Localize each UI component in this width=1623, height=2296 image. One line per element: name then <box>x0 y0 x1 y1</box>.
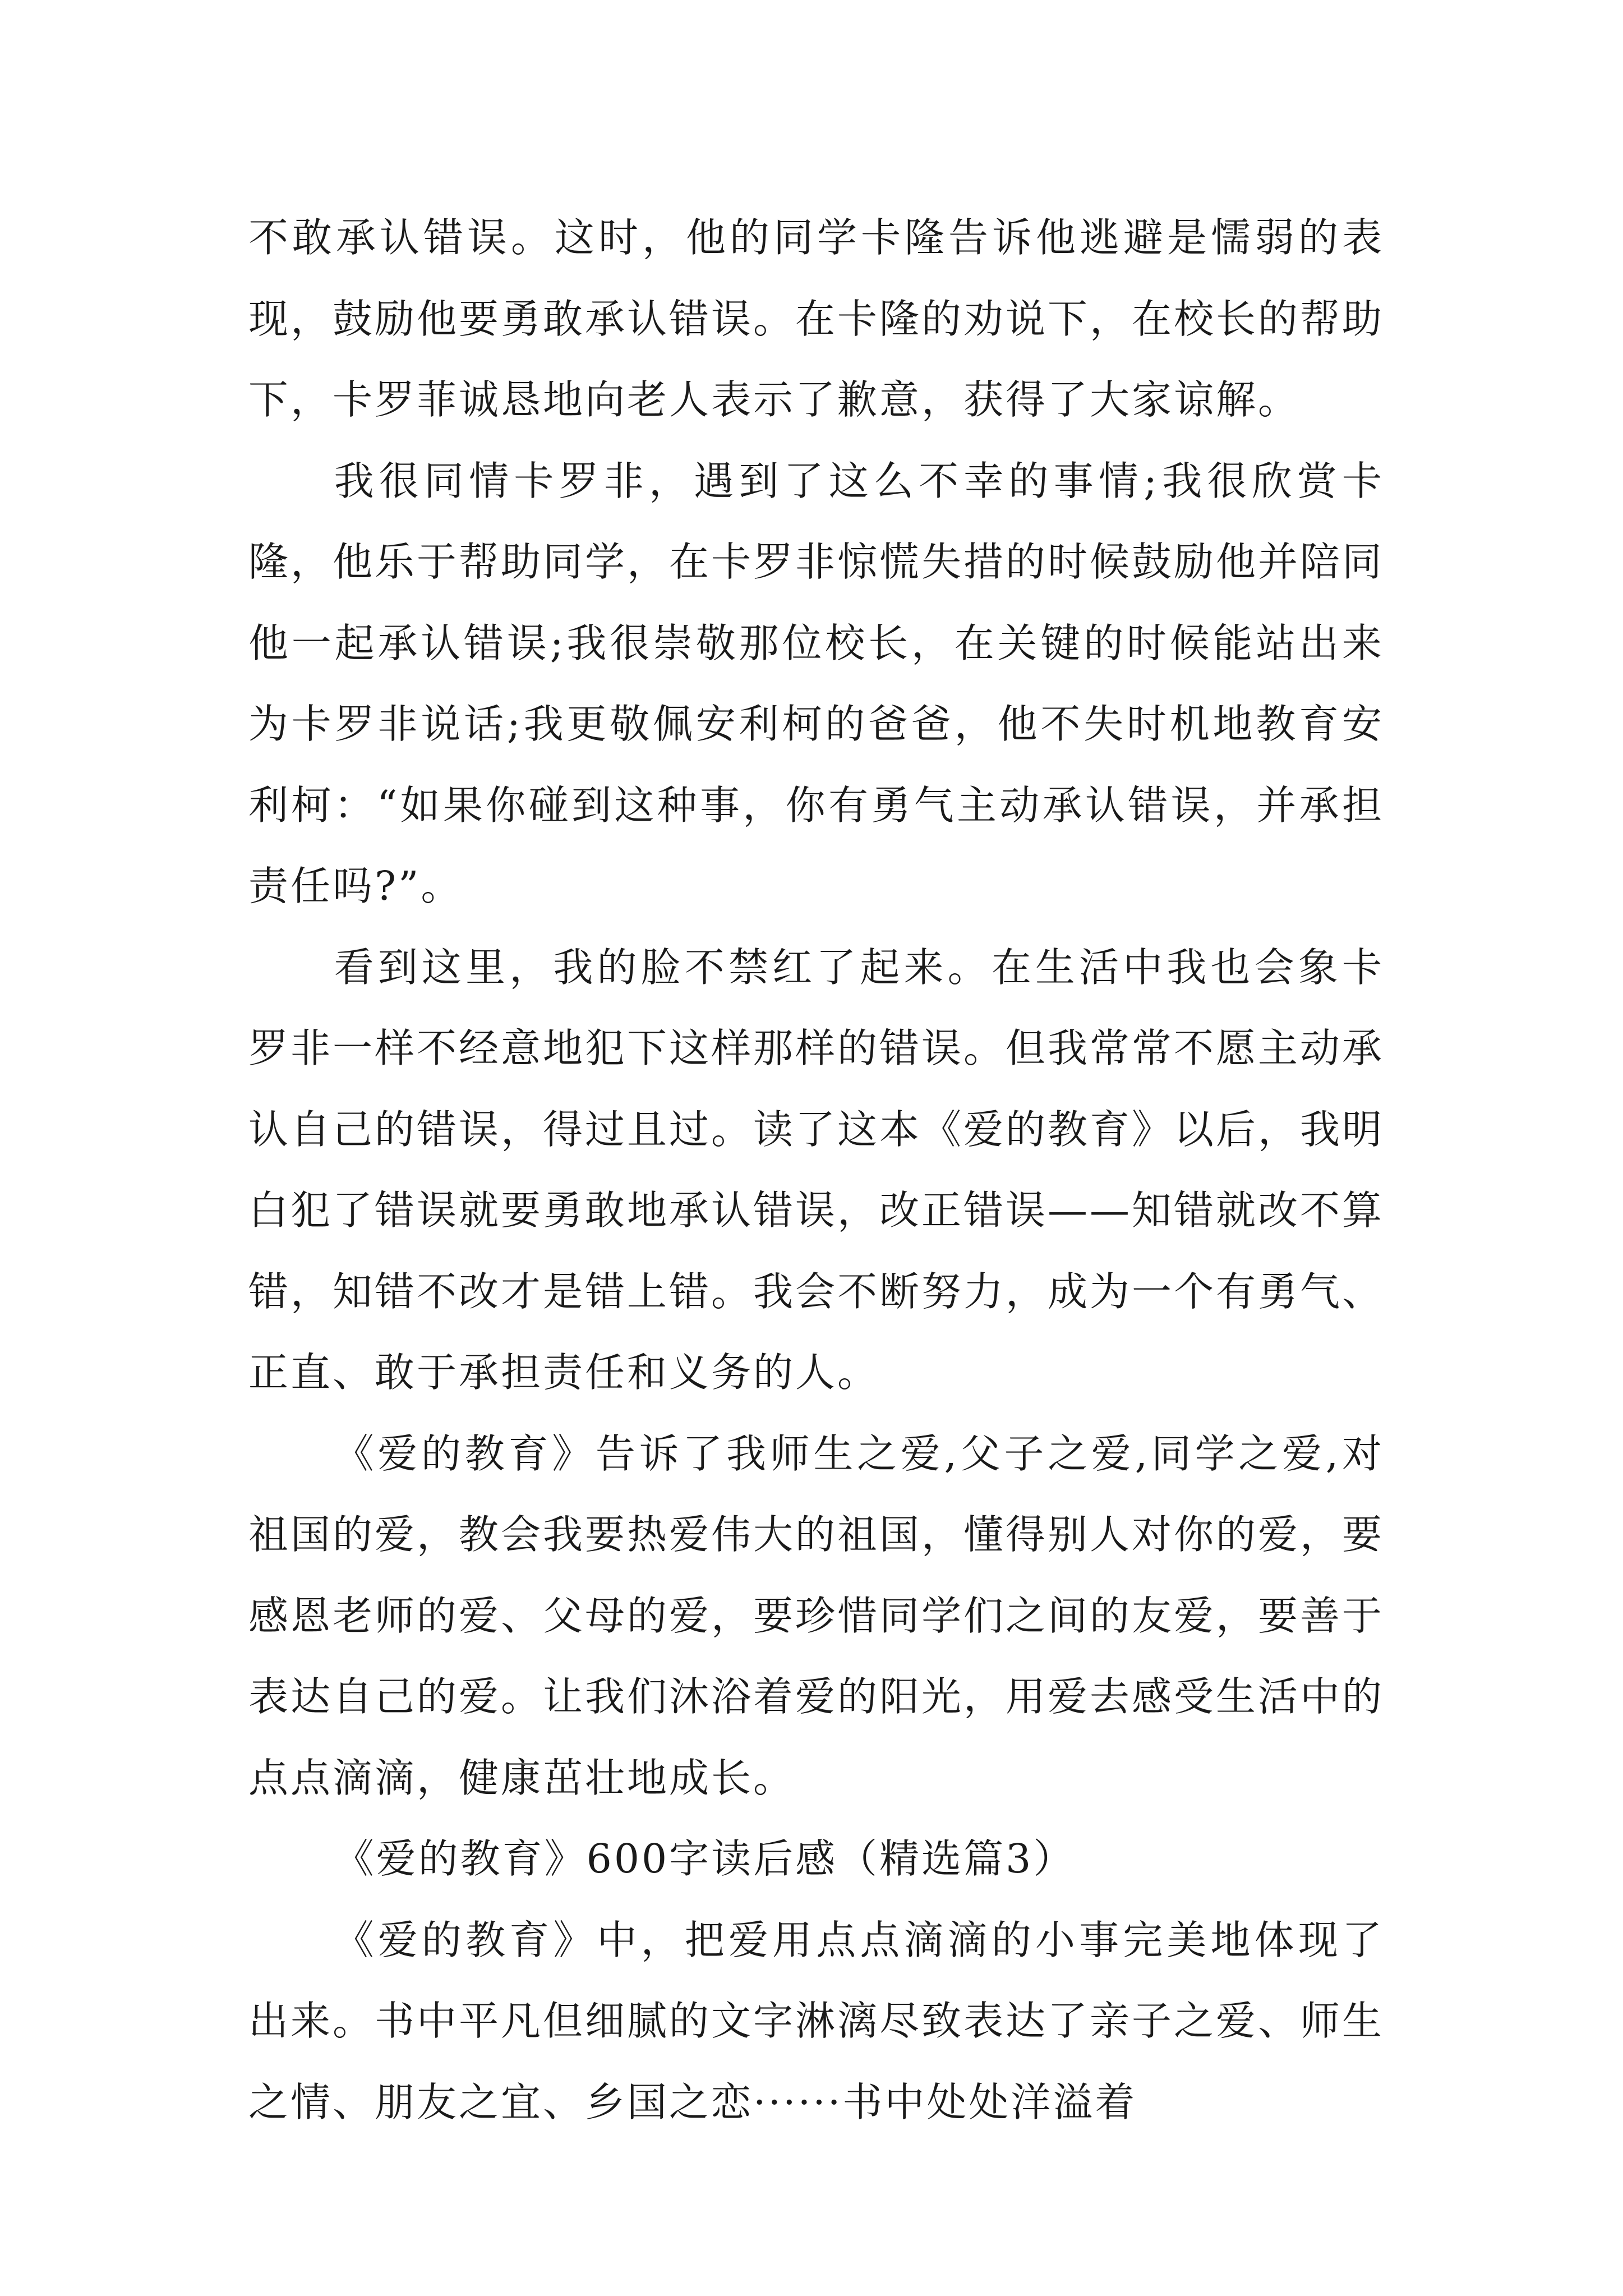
section-heading: 《爱的教育》600字读后感（精选篇3） <box>334 1835 1076 1882</box>
document-body <box>248 197 1384 2143</box>
paragraph-section-3-intro: 《爱的教育》中，把爱用点点滴滴的小事完美地体现了出来。书中平凡但细腻的文字淋漓尽致表达了亲子之爱、师生之情、朋友之宜、乡国之恋······书中处处洋溢着 <box>248 1916 1385 2125</box>
paragraph-summary: 《爱的教育》告诉了我师生之爱,父子之爱,同学之爱,对祖国的爱，教会我要热爱伟大的祖国，懂得别人对你的爱，要感恩老师的爱、父母的爱，要珍惜同学们之间的友爱，要善于表达自己的爱。让我们沐浴着爱的阳光，用爱去感受生活中的点点滴滴，健康茁壮地成长。 <box>248 1430 1385 1801</box>
paragraph-sympathy: 我很同情卡罗非，遇到了这么不幸的事情;我很欣赏卡隆，他乐于帮助同学，在卡罗非惊慌失措的时候鼓励他并陪同他一起承认错误;我很崇敬那位校长，在关键的时候能站出来为卡罗非说话;我更敬佩安利柯的爸爸，他不失时机地教育安利柯：“如果你碰到这种事，你有勇气主动承认错误，并承担责任吗?”。 <box>248 457 1385 909</box>
paragraph-continuation: 不敢承认错误。这时，他的同学卡隆告诉他逃避是懦弱的表现，鼓励他要勇敢承认错误。在卡隆的劝说下，在校长的帮助下，卡罗菲诚恳地向老人表示了歉意，获得了大家谅解。 <box>248 214 1385 423</box>
paragraph-reflection: 看到这里，我的脸不禁红了起来。在生活中我也会象卡罗非一样不经意地犯下这样那样的错误。但我常常不愿主动承认自己的错误，得过且过。读了这本《爱的教育》以后，我明白犯了错误就要勇敢地承认错误，改正错误——知错就改不算错，知错不改才是错上错。我会不断努力，成为一个有勇气、正直、敢于承担责任和义务的人。 <box>248 944 1385 1396</box>
